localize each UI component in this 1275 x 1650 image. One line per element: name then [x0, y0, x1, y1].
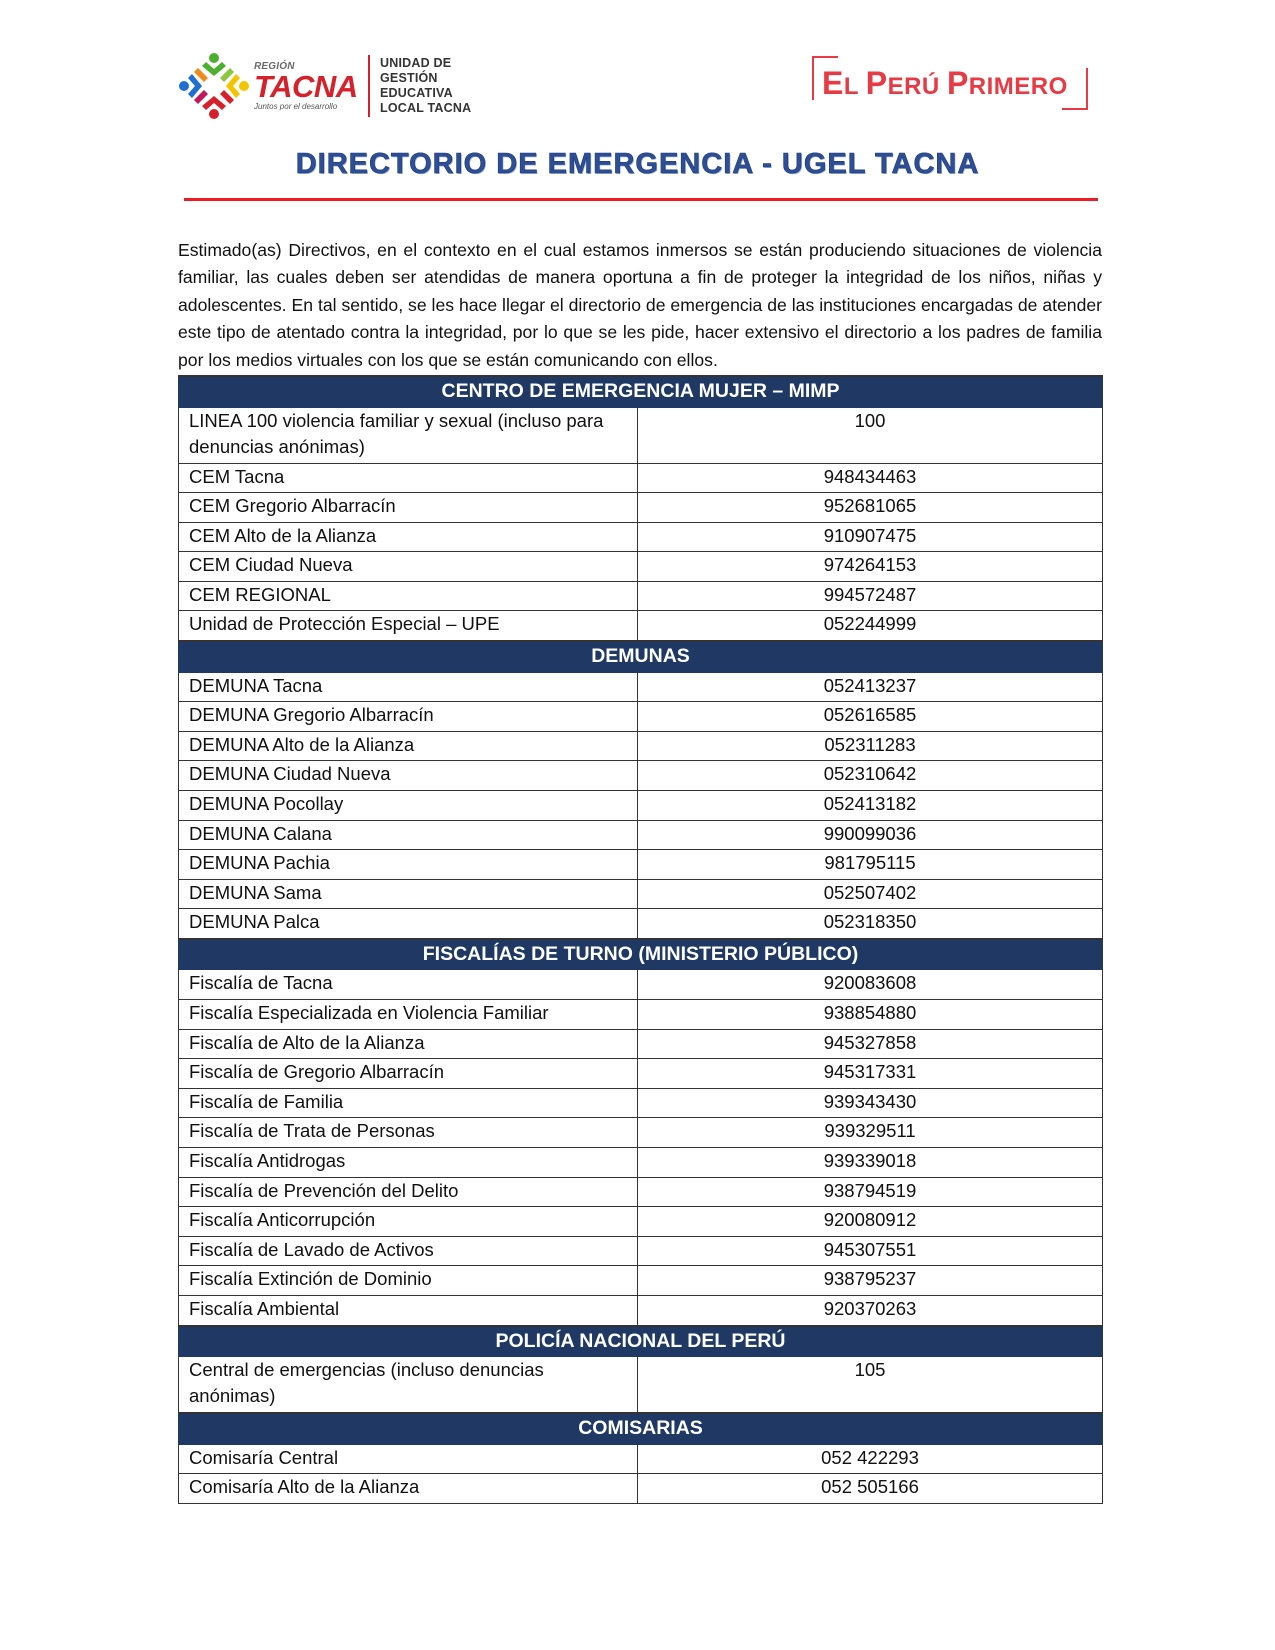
contact-name: DEMUNA Tacna: [179, 672, 638, 702]
table-row: [179, 581, 1103, 611]
contact-phone: 052311283: [638, 731, 1103, 761]
table-row: [179, 1474, 1103, 1504]
contact-name: Fiscalía de Lavado de Activos: [179, 1236, 638, 1266]
contact-name: DEMUNA Sama: [179, 879, 638, 909]
ugel-line-2: GESTIÓN: [380, 71, 438, 85]
contact-phone: 052507402: [638, 879, 1103, 909]
section-header-comisarias: [179, 1413, 1103, 1444]
table-row: [179, 1000, 1103, 1030]
table-row: [179, 522, 1103, 552]
table-row: [179, 407, 1103, 463]
contact-phone: 974264153: [638, 552, 1103, 582]
contact-name: DEMUNA Gregorio Albarracín: [179, 702, 638, 732]
table-row: [179, 611, 1103, 641]
region-name: TACNA: [254, 68, 358, 104]
table-row: [179, 1266, 1103, 1296]
contact-phone: 105: [638, 1357, 1103, 1414]
table-row: [179, 879, 1103, 909]
logo-divider: [368, 55, 370, 117]
contact-name: Fiscalía de Trata de Personas: [179, 1118, 638, 1148]
contact-name: DEMUNA Alto de la Alianza: [179, 731, 638, 761]
contact-phone: 938854880: [638, 1000, 1103, 1030]
contact-name: DEMUNA Pocollay: [179, 790, 638, 820]
contact-phone: 052310642: [638, 761, 1103, 791]
contact-name: Unidad de Protección Especial – UPE: [179, 611, 638, 641]
contact-name: Fiscalía de Gregorio Albarracín: [179, 1059, 638, 1089]
section-title: COMISARIAS: [179, 1413, 1103, 1444]
contact-phone: 990099036: [638, 820, 1103, 850]
section-title: POLICÍA NACIONAL DEL PERÚ: [179, 1326, 1103, 1357]
contact-name: Central de emergencias (incluso denuncias anónimas): [179, 1357, 638, 1414]
contact-name: DEMUNA Palca: [179, 909, 638, 939]
contact-phone: 981795115: [638, 850, 1103, 880]
contact-name: Comisaría Central: [179, 1444, 638, 1474]
contact-phone: 938794519: [638, 1177, 1103, 1207]
contact-phone: 052 422293: [638, 1444, 1103, 1474]
region-tacna-logo: [178, 52, 471, 120]
contact-phone: 994572487: [638, 581, 1103, 611]
contact-phone: 052413237: [638, 672, 1103, 702]
emergency-directory-table: [178, 375, 1103, 1504]
contact-name: Fiscalía Especializada en Violencia Familiar: [179, 1000, 638, 1030]
page-title: DIRECTORIO DE EMERGENCIA - UGEL TACNA: [295, 148, 980, 180]
table-row: [179, 463, 1103, 493]
table-row: [179, 1147, 1103, 1177]
contact-phone: 952681065: [638, 493, 1103, 523]
contact-phone: 945307551: [638, 1236, 1103, 1266]
table-row: [179, 1177, 1103, 1207]
contact-phone: 052244999: [638, 611, 1103, 641]
ugel-line-3: EDUCATIVA: [380, 86, 453, 100]
table-row: [179, 1357, 1103, 1414]
section-title: DEMUNAS: [179, 641, 1103, 672]
region-label: REGIÓN: [254, 60, 295, 72]
contact-phone: 910907475: [638, 522, 1103, 552]
contact-phone: 939339018: [638, 1147, 1103, 1177]
table-row: [179, 1059, 1103, 1089]
contact-name: Fiscalía de Tacna: [179, 970, 638, 1000]
el-peru-primero-text: EL PERÚ PRIMERO: [822, 65, 1068, 101]
contact-name: CEM Ciudad Nueva: [179, 552, 638, 582]
title-divider: [184, 198, 1098, 201]
contact-phone: 052318350: [638, 909, 1103, 939]
table-row: [179, 1088, 1103, 1118]
table-row: [179, 909, 1103, 939]
table-row: [179, 702, 1103, 732]
region-tagline: Juntos por el desarrollo: [254, 101, 338, 111]
contact-phone: 939329511: [638, 1118, 1103, 1148]
table-row: [179, 1118, 1103, 1148]
table-row: [179, 820, 1103, 850]
table-row: [179, 850, 1103, 880]
table-row: [179, 1236, 1103, 1266]
contact-name: Comisaría Alto de la Alianza: [179, 1474, 638, 1504]
section-header-fiscalias: [179, 939, 1103, 970]
table-row: [179, 790, 1103, 820]
contact-name: Fiscalía Antidrogas: [179, 1147, 638, 1177]
contact-name: LINEA 100 violencia familiar y sexual (incluso para denuncias anónimas): [179, 407, 638, 463]
contact-name: DEMUNA Calana: [179, 820, 638, 850]
contact-name: CEM REGIONAL: [179, 581, 638, 611]
table-row: [179, 1295, 1103, 1325]
table-row: [179, 731, 1103, 761]
table-row: [179, 493, 1103, 523]
contact-phone: 920080912: [638, 1207, 1103, 1237]
section-title: FISCALÍAS DE TURNO (MINISTERIO PÚBLICO): [179, 939, 1103, 970]
section-header-cem: [179, 376, 1103, 407]
ugel-line-4: LOCAL TACNA: [380, 101, 472, 115]
contact-name: CEM Alto de la Alianza: [179, 522, 638, 552]
intro-paragraph: Estimado(as) Directivos, en el contexto en el cual estamos inmersos se están produciendo situaciones de violencia familiar, las cuales deben ser atendidas de manera oportuna a fin de proteger la integridad de los niños, niñas y adolescentes. En tal sentido, se les hace llegar el directorio de emergencia de las instituciones encargadas de atender este tipo de atentado contra la integridad, por lo que se les pide, hacer extensivo el directorio a los padres de familia por los medios virtuales con los que se están comunicando con ellos.: [178, 239, 1102, 370]
ugel-unit-name: [380, 56, 471, 116]
contact-name: Fiscalía de Familia: [179, 1088, 638, 1118]
table-row: [179, 970, 1103, 1000]
contact-name: Fiscalía Anticorrupción: [179, 1207, 638, 1237]
contact-phone: 052 505166: [638, 1474, 1103, 1504]
contact-phone: 948434463: [638, 463, 1103, 493]
table-row: [179, 552, 1103, 582]
contact-phone: 939343430: [638, 1088, 1103, 1118]
el-peru-primero-logo: [812, 56, 1092, 110]
ugel-line-1: UNIDAD DE: [380, 56, 452, 70]
contact-phone: 945317331: [638, 1059, 1103, 1089]
contact-name: Fiscalía de Alto de la Alianza: [179, 1029, 638, 1059]
table-row: [179, 1444, 1103, 1474]
contact-phone: 920370263: [638, 1295, 1103, 1325]
section-header-pnp: [179, 1326, 1103, 1357]
contact-name: Fiscalía Extinción de Dominio: [179, 1266, 638, 1296]
section-title: CENTRO DE EMERGENCIA MUJER – MIMP: [179, 376, 1103, 407]
contact-phone: 920083608: [638, 970, 1103, 1000]
contact-name: CEM Tacna: [179, 463, 638, 493]
contact-phone: 100: [638, 407, 1103, 463]
contact-phone: 052616585: [638, 702, 1103, 732]
contact-name: Fiscalía Ambiental: [179, 1295, 638, 1325]
contact-name: CEM Gregorio Albarracín: [179, 493, 638, 523]
contact-name: DEMUNA Pachia: [179, 850, 638, 880]
contact-phone: 945327858: [638, 1029, 1103, 1059]
contact-phone: 052413182: [638, 790, 1103, 820]
tacna-emblem-icon: [178, 52, 250, 120]
section-header-demunas: [179, 641, 1103, 672]
table-row: [179, 1029, 1103, 1059]
table-row: [179, 672, 1103, 702]
table-row: [179, 761, 1103, 791]
contact-name: Fiscalía de Prevención del Delito: [179, 1177, 638, 1207]
contact-name: DEMUNA Ciudad Nueva: [179, 761, 638, 791]
contact-phone: 938795237: [638, 1266, 1103, 1296]
table-row: [179, 1207, 1103, 1237]
